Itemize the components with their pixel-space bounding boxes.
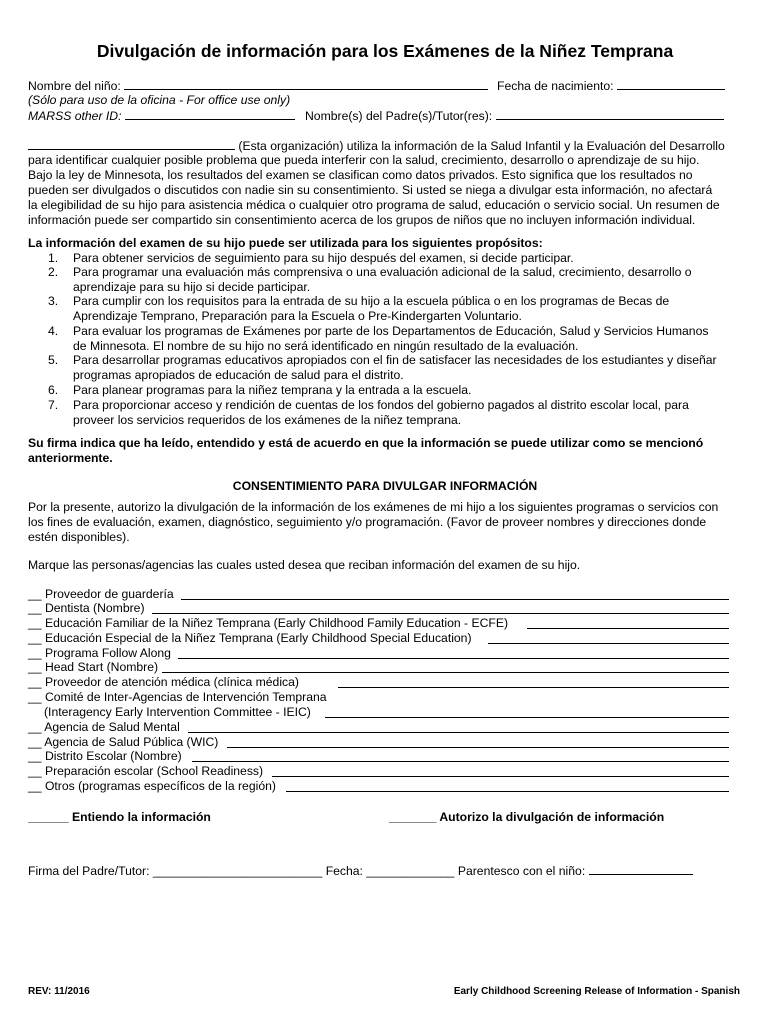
agency-school-district[interactable]: __ Distrito Escolar (Nombre)	[28, 749, 182, 763]
parent-names-row	[305, 108, 724, 124]
purpose-4-line-1: Para evaluar los programas de Exámenes por parte de los Departamentos de Educación, Salud y Servicios Humanos	[73, 324, 709, 338]
marss-row	[28, 108, 295, 124]
consent-line-1: Por la presente, autorizo la divulgación de la información de los exámenes de mi hijo a los siguientes programas o servicios con	[28, 500, 719, 514]
parent-names-label: Nombre(s) del Padre(s)/Tutor(res):	[305, 109, 493, 123]
agency-medical-line[interactable]	[338, 687, 729, 688]
purpose-2-line-2: aprendizaje para su hijo si decide participar.	[73, 280, 311, 294]
intro-line-4: pueden ser divulgados o discutidos con nadie sin su consentimiento. Si usted se niega a divulgar esta información, no afectará	[28, 183, 713, 197]
purpose-7-number: 7.	[48, 398, 59, 412]
purpose-1-line-1: Para obtener servicios de seguimiento para su hijo después del examen, si decide participar.	[73, 251, 574, 265]
agency-dentist[interactable]: __ Dentista (Nombre)	[28, 601, 145, 615]
authorize-acknowledgement[interactable]: _______ Autorizo la divulgación de información	[389, 810, 665, 824]
marss-field[interactable]	[125, 108, 295, 120]
agency-public-health[interactable]: __ Agencia de Salud Pública (WIC)	[28, 735, 219, 749]
consent-line-2: los fines de evaluación, examen, diagnóstico, seguimiento y/o programación. (Favor de proveer nombres y direcciones donde	[28, 515, 707, 529]
signature-row-text[interactable]: Firma del Padre/Tutor: _________________________ Fecha: _____________ Parentesco con el niño:	[28, 864, 586, 878]
intro-line-1: (Esta organización) utiliza la información de la Salud Infantil y la Evaluación del Desarrollo	[28, 138, 725, 154]
purpose-7-line-2: proveer los servicios requeridos de los exámenes de la niñez temprana.	[73, 413, 462, 427]
birth-date-label: Fecha de nacimiento:	[497, 79, 614, 93]
purpose-7-line-1: Para proporcionar acceso y rendición de cuentas de los fondos del gobierno pagados al distrito escolar local, para	[73, 398, 689, 412]
agency-ieic-line[interactable]	[325, 717, 729, 718]
agency-school-readiness[interactable]: __ Preparación escolar (School Readiness)	[28, 764, 264, 778]
mark-instruction: Marque las personas/agencias las cuales usted desea que reciban información del examen de su hijo.	[28, 558, 581, 572]
agency-medical[interactable]: __ Proveedor de atención médica (clínica médica)	[28, 675, 299, 689]
purpose-5-line-1: Para desarrollar programas educativos apropiados con el fin de satisfacer las necesidades de los estudiantes y diseñar	[73, 353, 717, 367]
purpose-3-line-1: Para cumplir con los requisitos para la entrada de su hijo a la escuela pública o en los programas de Becas de	[73, 294, 670, 308]
agency-ieic-english: (Interagency Early Intervention Committee - IEIC)	[44, 705, 311, 719]
intro-line-5: la elegibilidad de su hijo para asistencia médica o cualquier otro programa de salud, educación o servicio social. Un resumen de	[28, 198, 720, 212]
intro-line-2: para identificar cualquier posible problema que pueda interferir con la salud, crecimiento, desarrollo o aprendizaje de su hijo.	[28, 153, 700, 167]
intro-line-3: Bajo la ley de Minnesota, los resultados del examen se clasifican como datos privados. Esto significa que los resultados no	[28, 168, 693, 182]
purpose-1-number: 1.	[48, 251, 59, 265]
purpose-6-number: 6.	[48, 383, 59, 397]
relationship-field[interactable]	[589, 863, 693, 875]
signature-note-line-1: Su firma indica que ha leído, entendido y está de acuerdo en que la información se puede utilizar como se mencionó	[28, 436, 704, 450]
purpose-2-number: 2.	[48, 265, 59, 279]
agency-school-readiness-line[interactable]	[272, 776, 729, 777]
purposes-heading: La información del examen de su hijo puede ser utilizada para los siguientes propósitos:	[28, 236, 543, 250]
agency-ieic[interactable]: __ Comité de Inter-Agencias de Intervención Temprana	[28, 690, 327, 704]
agency-follow-along-line[interactable]	[178, 658, 729, 659]
agency-dentist-line[interactable]	[152, 613, 729, 614]
consent-line-3: estén disponibles).	[28, 530, 130, 544]
purpose-3-line-2: Aprendizaje Temprano, Preparación para la Escuela o Pre-Kindergarten Voluntario.	[73, 309, 522, 323]
agency-mental-health-line[interactable]	[188, 732, 729, 733]
child-name-row	[28, 78, 488, 94]
agency-follow-along[interactable]: __ Programa Follow Along	[28, 646, 171, 660]
agency-other[interactable]: __ Otros (programas específicos de la región)	[28, 779, 276, 793]
organization-field[interactable]	[28, 138, 235, 150]
child-name-field[interactable]	[124, 78, 488, 90]
agency-ecse-line[interactable]	[488, 643, 729, 644]
agency-head-start[interactable]: __ Head Start (Nombre)	[28, 660, 159, 674]
document-title: Divulgación de información para los Exámenes de la Niñez Temprana	[96, 41, 674, 61]
agency-ecse[interactable]: __ Educación Especial de la Niñez Temprana (Early Childhood Special Education)	[28, 631, 472, 645]
purpose-4-number: 4.	[48, 324, 59, 338]
agency-public-health-line[interactable]	[227, 747, 729, 748]
consent-heading: CONSENTIMIENTO PARA DIVULGAR INFORMACIÓN	[232, 479, 538, 493]
understand-acknowledgement[interactable]: ______ Entiendo la información	[28, 810, 211, 824]
agency-childcare-line[interactable]	[181, 599, 729, 600]
agency-school-district-line[interactable]	[192, 761, 729, 762]
birth-date-row	[497, 78, 725, 94]
purpose-6-line-1: Para planear programas para la niñez temprana y la entrada a la escuela.	[73, 383, 472, 397]
agency-ecfe-line[interactable]	[527, 628, 729, 629]
birth-date-field[interactable]	[617, 78, 725, 90]
office-use-note: (Sólo para uso de la oficina - For office use only)	[28, 93, 291, 107]
purpose-2-line-1: Para programar una evaluación más comprensiva o una evaluación adicional de la salud, crecimiento, desarrollo o	[73, 265, 692, 279]
agency-childcare[interactable]: __ Proveedor de guardería	[28, 587, 174, 601]
purpose-5-number: 5.	[48, 353, 59, 367]
form-name: Early Childhood Screening Release of Information - Spanish	[453, 986, 740, 997]
marss-label: MARSS other ID:	[28, 109, 122, 123]
purpose-3-number: 3.	[48, 294, 59, 308]
agency-ecfe[interactable]: __ Educación Familiar de la Niñez Temprana (Early Childhood Family Education - ECFE)	[28, 616, 509, 630]
revision-date: REV: 11/2016	[28, 986, 90, 997]
purpose-5-line-2: programas apropiados de educación de salud para el distrito.	[73, 368, 404, 382]
signature-row	[28, 863, 693, 879]
child-name-label: Nombre del niño:	[28, 79, 121, 93]
agency-other-line[interactable]	[286, 791, 729, 792]
agency-mental-health[interactable]: __ Agencia de Salud Mental	[28, 720, 180, 734]
intro-line-6: información puede ser compartido sin consentimiento acerca de los grupos de niños que no incluyen información individual.	[28, 213, 696, 227]
purpose-4-line-2: de Minnesota. El nombre de su hijo no será identificado en ningún resultado de la evaluación.	[73, 339, 579, 353]
signature-note-line-2: anteriormente.	[28, 451, 113, 465]
parent-names-field[interactable]	[496, 108, 724, 120]
agency-head-start-line[interactable]	[162, 672, 729, 673]
